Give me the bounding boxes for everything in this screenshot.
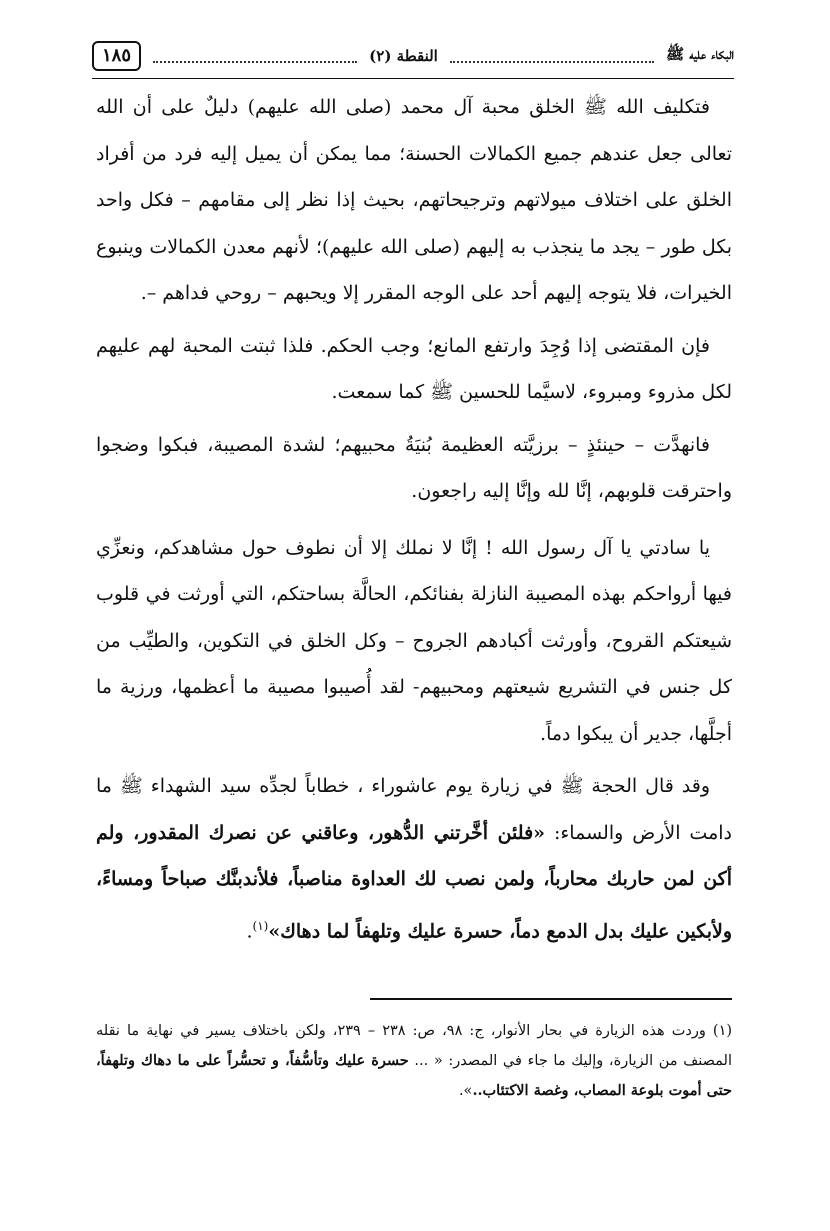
page-number: ١٨٥ (92, 41, 141, 71)
header-leader-dots (153, 61, 357, 63)
section-title: النقطة (٢) (369, 47, 438, 65)
footnote-divider (370, 998, 732, 1000)
paragraph: فانهدَّت – حينئذٍ – برزيَّته العظيمة بُنيَةُ محبيهم؛ لشدة المصيبة، فبكوا وضجوا واحترقت قلوبهم، إنَّا لله وإنَّا إليه راجعون. (96, 433, 732, 502)
ziyarah-quote: «فلئن أخَّرتني الدُّهور، وعاقني عن نصرك المقدور، ولم أكن لمن حاربك محارباً، ولمن نصب لك العداوة مناصباً، فلأندبنَّك صباحاً ومساءً، ولأبكين عليك بدل الدمع دماً، حسرة عليك وتلهفاً لما دهاك» (96, 821, 732, 942)
paragraph-end: . (246, 919, 253, 942)
footnote-reference: (١) (252, 918, 269, 933)
header-divider (92, 78, 734, 79)
paragraph: فإن المقتضى إذا وُجِدَ وارتفع المانع؛ وجب الحكم. فلذا ثبتت المحبة لهم عليهم لكل مذروء ومبروء، لاسيَّما للحسين ﷺ كما سمعت. (96, 334, 732, 403)
paragraph-text: وقد قال الحجة ﷺ في زيارة يوم عاشوراء ، خطاباً لجدِّه سيد الشهداء ﷺ ما دامت الأرض والسماء: (96, 775, 733, 844)
footnote (96, 1016, 732, 1106)
footnote-end: ». (458, 1083, 473, 1099)
paragraph: فتكليف الله ﷺ الخلق محبة آل محمد (صلى الله عليهم) دليلٌ على أن الله تعالى جعل عندهم جميع الكمالات الحسنة؛ مما يمكن أن يميل إليه فرد من أفراد الخلق على اختلاف ميولاتهم وترجيحاتهم، بحيث إذا نظر إلى مقامهم – فكل واحد بكل طور – يجد ما ينجذب به إليهم (صلى الله عليهم)؛ لأنهم معدن الكمالات وينبوع الخيرات، فلا يتوجه إليهم أحد على الوجه المقرر إلا ويحبهم – روحي فداهم –. (96, 96, 732, 304)
paragraph (96, 763, 732, 954)
page-header (92, 36, 734, 76)
chapter-title: البكاء عليه ﷺ (666, 45, 734, 63)
paragraph: يا سادتي يا آل رسول الله ! إنَّا لا نملك إلا أن نطوف حول مشاهدكم، ونعزِّي فيها أرواحكم بهذه المصيبة النازلة بفنائكم، الحالَّة بساحتكم، التي أورثت في قلوب شيعتكم القروح، وأورثت أكبادهم الجروح – وكل الخلق في التكوين، والطيِّب من كل جنس في التشريع شيعتهم ومحبيهم- لقد أُصيبوا مصيبة ما أعظمها، ورزية ما أجلَّها، جدير أن يبكوا دماً. (96, 536, 732, 745)
main-text (96, 84, 732, 960)
footnote-text: (١) وردت هذه الزيارة في بحار الأنوار، ج: ٩٨، ص: ٢٣٨ – ٢٣٩، ولكن باختلاف يسير في نهاية ما نقله المصنف من الزيارة، وإليك ما جاء في المصدر: « ... (96, 1023, 733, 1069)
header-leader-dots (450, 61, 654, 63)
footnote-quote: حسرة عليك وتأسُّفاً، و تحسُّراً على ما دهاك وتلهفاً، حتى أموت بلوعة المصاب، وغصة الاكتئاب.. (96, 1052, 732, 1099)
